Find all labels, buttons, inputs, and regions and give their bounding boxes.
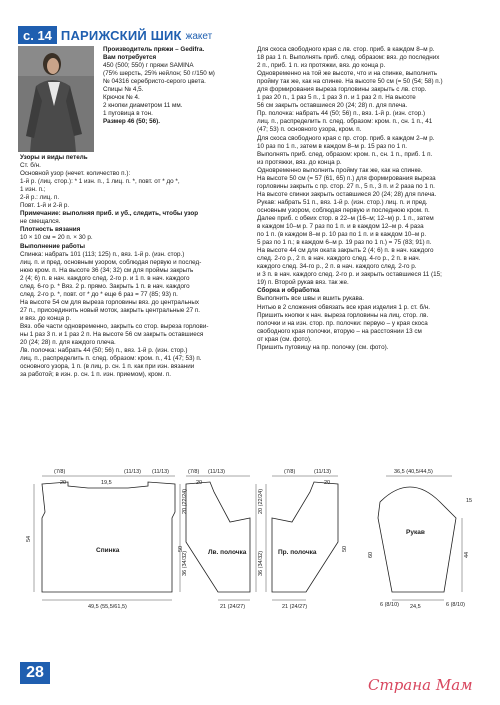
instruction-line: нюю кром. п. На высоте 36 (34; 32) см для проймы закрыть <box>20 266 194 274</box>
materials-line: Крючок № 4. <box>103 94 140 102</box>
instruction-line: Вяз. обе части одновременно, закрыть со стор. выреза горлови- <box>20 322 209 330</box>
materials-line: Размер 46 (50; 56). <box>103 118 160 126</box>
model-photo <box>18 46 94 152</box>
instruction-line: Пр. полочка: набрать 44 (50; 56) п., вяз. 1-й р. (изн. стор.) <box>257 110 426 118</box>
instruction-line: Для скоса свободного края с лв. стор. приб. в каждом 8–м р. <box>257 46 435 53</box>
lf-dim-side: 36 (34/32) <box>258 550 264 576</box>
schematic-sleeve <box>368 469 472 610</box>
materials-line: № 04316 серебристо-серого цвета. <box>103 78 206 86</box>
lf-label: Лв. полочка <box>208 549 247 556</box>
instruction-line: Пришить пуговицу на пр. полочку (см. фото). <box>257 343 389 351</box>
instruction-line: Выполнять приб. след. образом: кром. п., сн. 1 п., приб. 1 п. <box>257 150 433 158</box>
back-dim-side: 36 (34/32) <box>182 550 188 576</box>
instruction-line: Одновременно на той же высоте, что и на спинке, выполнить <box>257 70 438 78</box>
instruction-line: 20 (24; 28) п. для каждого плеча. <box>20 339 116 347</box>
sleeve-dim-cap: 15 <box>466 498 473 504</box>
back-dim-neck: 19,5 <box>101 480 112 486</box>
instruction-line: свободного края полочки, вторую – на расстоянии 13 см <box>257 327 422 335</box>
instruction-line: Узоры и виды петель <box>20 154 88 161</box>
instruction-line: 1 изн. п.; <box>20 186 46 194</box>
lf-dim-tm: (11/13) <box>208 469 226 475</box>
rf-dim-tl: (7/8) <box>284 469 296 475</box>
lf-dim-tl: (7/8) <box>188 469 200 475</box>
instruction-line: Спинка: набрать 101 (113; 125) п., вяз. 1-й р. (изн. стор.) <box>20 250 185 258</box>
instruction-line: 56 см закрыть оставшиеся 20 (24; 28) п. для плеча. <box>257 102 408 110</box>
schematic-left-front <box>178 469 264 610</box>
rf-label: Пр. полочка <box>278 549 317 556</box>
instruction-line: лиц. п., распределить п. след. образом: кром. п., 41 (47; 53) п. <box>20 355 202 363</box>
instruction-line: 10 × 10 см = 20 п. × 30 р. <box>20 234 93 242</box>
schematic-right-front <box>266 469 348 610</box>
article-header <box>18 26 212 44</box>
instruction-line: Повт. 1-й и 2-й р. <box>20 202 70 210</box>
page-ref-tag: c. 14 <box>18 26 57 44</box>
instruction-line: 10 раз по 1 п., затем в каждом 8–м р. 15 раз по 1 п. <box>257 142 407 150</box>
back-dim-tl: (7/8) <box>54 469 66 475</box>
instruction-line: Плотность вязания <box>20 226 81 234</box>
rf-dim-height: 50 <box>342 545 348 552</box>
instruction-line: 1-й р. (лиц. стор.): * 1 изн. п., 1 лиц. п. *, повт. от * до *, <box>20 178 180 186</box>
rf-dim-width: 21 (24/27) <box>282 604 308 610</box>
article-title: ПАРИЖСКИЙ ШИК <box>60 27 182 43</box>
page-number: 28 <box>20 662 50 684</box>
instruction-line: На высоте спинки закрыть оставшиеся 20 (24; 28) для плеча. <box>257 190 437 198</box>
materials-line: Вам потребуется <box>103 54 157 62</box>
instruction-line: след. 2-го р. *, повт. от * до * еще 6 раз = 77 (85; 93) п. <box>20 290 178 298</box>
instruction-line: Лв. полочка: набрать 44 (50; 56) п., вяз. 1-й р. (изн. стор.) <box>20 347 188 355</box>
schematic-back <box>26 469 188 610</box>
instruction-line: Одновременно выполнить пройму так же, как на спинке. <box>257 166 423 174</box>
instruction-line: 18 раз 1 п. Выполнять приб. след. образом: вяз. до последних <box>257 54 440 62</box>
back-dim-tm: (11/13) <box>124 469 142 475</box>
instruction-line: 5 раз по 1 п.; в каждом 6–м р. 19 раз по 1 п.) = 75 (83; 91) п. <box>257 239 432 247</box>
instruction-line: 27 п., присоединить новый моток, закрыть центральные 27 п. <box>20 306 201 314</box>
instruction-line: Далее приб. с обеих стор. в 22–м (16–м; 12–м) р. 1 п., затем <box>257 214 434 222</box>
article-subtitle: жакет <box>185 31 213 42</box>
back-dim-armhole: 20 (22/24) <box>182 488 188 514</box>
instruction-line: пройму так же, как на спинке. На высоте 50 см (= 50 (54; 58) п.) <box>257 78 443 86</box>
instruction-line: Для скоса свободного края с пр. стор. приб. в каждом 2–м р. <box>257 134 435 142</box>
instruction-line: 2 (4; 6) п. в нач. каждого след. 2-го р. и 1 п. в нач. каждого <box>20 274 190 282</box>
instruction-line: Сборка и обработка <box>257 287 320 295</box>
instruction-line: основного узора, 1 п. (в лиц. р. сн. 1 п. как при изн. вязании <box>20 363 195 371</box>
lf-dim-armhole: 20 (22/24) <box>258 488 264 514</box>
instruction-line: ны 1 раз 3 п. и 1 раз 2 п. На высоте 56 см закрыть оставшиеся <box>20 331 204 339</box>
sleeve-dim-height: 44 <box>464 551 470 558</box>
back-dim-tr: (11/13) <box>152 469 170 475</box>
instruction-line: Выполнение работы <box>20 242 86 250</box>
instruction-line: и 3 п. в нач. каждого след. 2-го р. и закрыть оставшиеся 11 (15; <box>257 271 442 279</box>
instruction-line: в каждом 10–м р. 7 раз по 1 п. и в каждом 12–м р. 4 раза <box>257 223 424 231</box>
rf-dim-tm: (11/13) <box>314 469 332 475</box>
instruction-line: На высоте 54 см для выреза горловины вяз. до центральных <box>20 298 199 306</box>
instructions-right-column <box>257 46 443 352</box>
instruction-line: и вяз. до конца р. <box>20 314 72 322</box>
instruction-line: Рукав: набрать 51 п., вяз. 1-й р. (изн. стор.) лиц. п. и пред. <box>257 198 428 206</box>
instruction-line: лиц. п. и пред. основным узором, соблюдая первую и послед- <box>20 258 202 266</box>
instruction-line: от края (см. фото). <box>257 335 312 343</box>
materials-line: 450 (500; 550) г пряжи SAMINA <box>103 62 194 70</box>
instruction-line: для формирования выреза горловины закрыть с лв. стор. <box>257 86 427 94</box>
instruction-line: 19) п. Второй рукав вяз. так же. <box>257 279 349 287</box>
materials-line: 2 кнопки диаметром 11 мм. <box>103 102 183 110</box>
sleeve-dim-bottom: 24,5 <box>410 604 421 610</box>
instruction-line: 2 п., приб. 1 п. из протяжки, вяз. до конца р. <box>257 62 386 70</box>
instruction-line: след. 6-го р. * Вяз. 2 р. прямо. Закрыть 1 п. в нач. каждого <box>20 282 190 290</box>
instruction-line: Нитью в 2 сложения обвязать все края изделия 1 р. ст. б/н. <box>257 303 431 311</box>
instruction-line: не смещался. <box>20 218 61 226</box>
instruction-line: Пришить кнопки к нач. выреза горловины на лиц. стор. лв. <box>257 311 429 319</box>
instruction-line: лиц. п., распределить п. след. образом: кром. п., сн. 1 п., 41 <box>257 118 433 126</box>
instructions-left-column <box>20 154 209 379</box>
instruction-line: Выполнить все швы и вшить рукава. <box>257 295 365 303</box>
instruction-line: Примечание: выполняя приб. и уб., следить, чтобы узор <box>20 210 199 218</box>
instruction-line: из протяжки, вяз. до конца р. <box>257 158 342 166</box>
lf-dim-height: 50 <box>178 545 184 552</box>
sleeve-dim-side: 60 <box>368 551 374 558</box>
instruction-line: Ст. б/н. <box>20 162 41 170</box>
instruction-line: Основной узор (нечет. количество п.): <box>20 170 131 178</box>
sleeve-dim-cuff-r: 6 (8/10) <box>446 602 465 608</box>
back-dim-height: 54 <box>26 535 32 542</box>
instruction-line: каждого след. 34-го р., 2 п. в нач. каждого след. 2-го р. <box>257 263 417 271</box>
sleeve-dim-top: 36,5 (40,5/44,5) <box>394 469 433 475</box>
materials-line: (75% шерсть, 25% нейлон; 50 г/150 м) <box>103 70 215 78</box>
instruction-line: полочки и на изн. стор. пр. полочки: первую – у края скоса <box>257 319 428 327</box>
materials-block <box>103 46 215 126</box>
watermark: Страна Мам <box>368 676 473 694</box>
instruction-line: 2-й р.: лиц. п. <box>20 194 60 202</box>
materials-line: 1 пуговица в тон. <box>103 110 153 118</box>
instruction-line: На высоте 50 см (= 57 (61, 65) п.) для формирования выреза <box>257 174 436 182</box>
rf-dim-shoulder: 20 <box>324 480 331 486</box>
instruction-line: след. 2-го р., 2 п. в нач. каждого след. 4-го р., 2 п. в нач. <box>257 255 421 263</box>
materials-line: Спицы № 4,5. <box>103 86 144 94</box>
back-dim-shoulder: 20 <box>60 480 67 486</box>
back-label: Спинка <box>96 547 120 554</box>
lf-dim-shoulder: 20 <box>196 480 203 486</box>
instruction-line: основным узором, соблюдая первую и последнюю кром. п. <box>257 206 430 214</box>
sleeve-dim-cuff-l: 6 (8/10) <box>380 602 399 608</box>
lf-dim-width: 21 (24/27) <box>220 604 246 610</box>
back-dim-width: 49,5 (55,5/61,5) <box>88 604 127 610</box>
instruction-line: горловины закрыть с пр. стор. 27 п., 5 п., 3 п. и 2 раза по 1 п. <box>257 182 435 190</box>
model-photo-image <box>18 46 94 152</box>
pattern-schematics <box>0 462 500 612</box>
sleeve-label: Рукав <box>406 529 425 536</box>
instruction-line: по 1 п. (в каждом 8–м р. 10 раз по 1 п. и в каждом 10–м р. <box>257 231 427 239</box>
instruction-line: (47; 53) п. основного узора, кром. п. <box>257 126 362 134</box>
instruction-line: за работой; в изн. р. сн. 1 п. изн. приемом), кром. п. <box>20 371 172 379</box>
instruction-line: 1 раз 20 п., 1 раз 5 п., 1 раз 3 п. и 1 раз 2 п. На высоте <box>257 94 416 102</box>
materials-line: Производитель пряжи – Gedifra. <box>103 46 205 53</box>
instruction-line: На высоте 44 см для оката закрыть 2 (4; 6) п. в нач. каждого <box>257 247 434 255</box>
